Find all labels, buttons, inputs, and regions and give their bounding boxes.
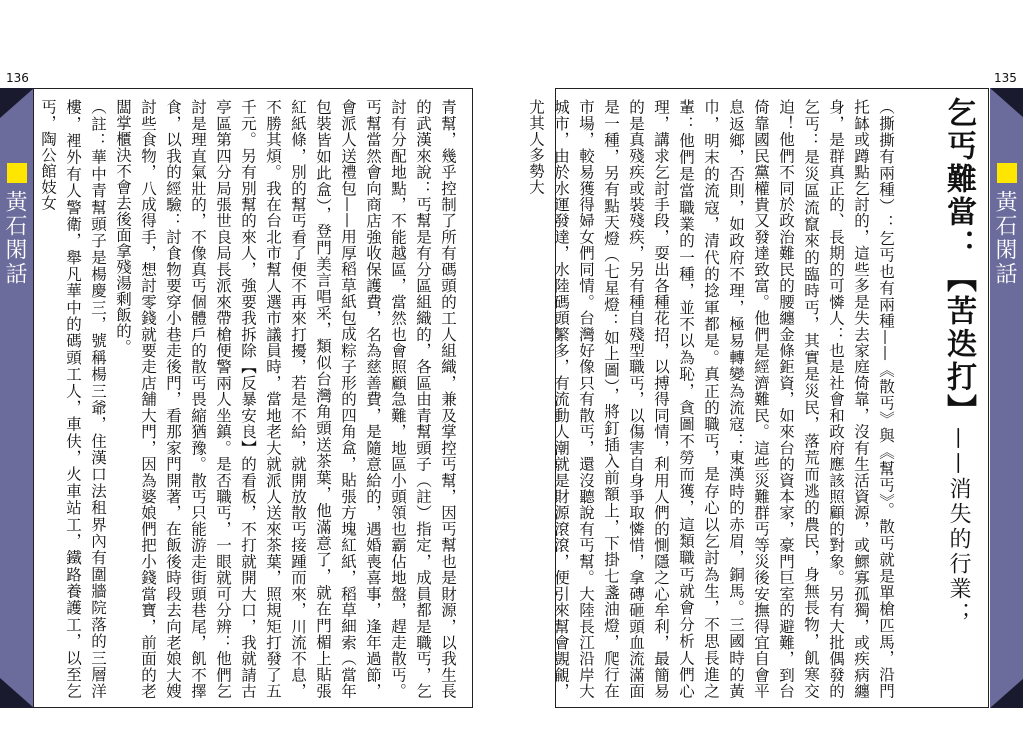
- page-number-left: 136: [6, 71, 29, 85]
- text-frame-left: [33, 88, 473, 708]
- tab-corner-top: [990, 88, 1023, 118]
- footnote: （註：華中青幫頭子是楊慶三，號稱楊三爺，住漢口法租界內有圍牆院落的三層洋樓，裡外有人警衛，舉凡華中的碼頭工人，車伕，火車站工，鐵路養護工，以至乞丐，陶公館妓女: [39, 99, 107, 699]
- body-text-left: [39, 99, 460, 699]
- paragraph: （撕撕有兩種）：乞丐也有兩種——《散丐》與《幫丐》。散丐就是單槍匹馬，沿門托缽或蹲點乞討的，這些多是失去家庭倚靠，沒有生活資源，或鰥寡孤獨，或疾病纏身，是群真正的、長期的可憐人：也是社會和政府應該照顧的對象。另有大批偶發的乞丐：是災區流竄來的臨時丐，其實是災民，落荒而逃的農民，身無長物，飢寒交迫！他們不同於政治難民的腰纏金條鉅資，如來台的資本家，豪門巨室的避難，到台倚靠國民黨權貴又發達致富。他們是經濟難民。這些災難群丐等災後安撫得宜自會平息返鄉，否則，如政府不理，極易轉變為流寇：東漢時的赤眉，銅馬。三國時的黃巾，明末的流寇，清代的捻軍都是。真正的職丐，是存心以乞討為生，不思長進之輩：他們是當職業的一種，並不以為恥，貪圖不勞而獲，這類職丐就會分析人們心理，講求乞討手段，耍出各種花招，以搏得同情，利用人們的惻隱之心牟利，最簡易的是真殘疾或裝殘疾，另有種自殘型職丐，以傷害自身爭取憐惜，拿磚砸頭血流滿面是一種，另有點天燈（七星燈：如上圖），將釘插入前額上，下掛七盞油燈，爬行在市場，較易獲得婦女們同情。台灣好像只有散丐，還沒聽說有丐幫。大陸長江沿岸大城市，由於水運發達，水陸碼頭繁多，有流動人潮就是財源滾滾，便引來幫會覬覦，尤其人多勢大: [527, 99, 895, 699]
- page-number-right: 135: [994, 71, 1017, 85]
- side-tab-right: [990, 88, 1023, 708]
- chapter-title: [908, 97, 978, 697]
- side-tab-left: [0, 88, 34, 708]
- tab-corner-top: [0, 88, 34, 118]
- text-frame-right: [527, 88, 989, 708]
- yellow-square-icon: [7, 163, 27, 183]
- tab-corner-bottom: [990, 678, 1023, 708]
- paragraph: 青幫，幾乎控制了所有碼頭的工人組織，兼及掌控丐幫，因丐幫也是財源，以我生長的武漢來說：丐幫是有分區組織的，各區由青幫頭子（註）指定，成員都是職丐，乞討有分配地點，不能越區，當然也會照顧急難，地區小頭領也霸佔地盤，趕走散丐。丐幫當然會向商店強收保護費，名為慈善費，是隨意給的，遇婚喪喜事，逢年過節，會派人送禮包——用厚稻草紙包成粽子形的四角盒，貼張方塊紅紙，稻草細索（當年包裝皆如此盒），登門美言唱采，類似台灣角頭送茶葉，他滿意了，就在門楣上貼張紅紙條，別的幫丐看了便不再來打擾，若是不給，就開放散丐接踵而來，川流不息，不勝其煩。我在台北市幫人選市議員時，當地老大就派人送來茶葉，照規矩打發了五千元。另有別幫的來人，強要我拆除【反暴安良】的看板，不打就開大口，我就請古亭區第四分局張世良局長派來帶槍便警兩人坐鎮。是否職丐，一眼就可分辨：他們乞討是理直氣壯的，不像真丐個體戶的散丐畏縮猶豫。散丐只能游走街頭巷尾，飢不擇食，以我的經驗：討食物要穿小巷走後門，看那家門開著，在飯後時段去向老娘大嫂討些食物，八成得手，想討零錢就要走店舖大門，因為婆娘們把小錢當寶，前面的老闆掌櫃決不會去後面拿殘湯剩飯的。: [114, 99, 457, 699]
- chapter-title-main: 乞丐難當：【苦迭打】: [941, 97, 976, 427]
- tab-corner-bottom: [0, 678, 34, 708]
- yellow-square-icon: [997, 163, 1017, 183]
- chapter-subtitle: ——消失的行業；: [946, 427, 971, 627]
- tab-label-left: 黃石閑話: [2, 190, 27, 286]
- tab-label-right: 黃石閑話: [992, 190, 1017, 286]
- body-text-right: [527, 99, 898, 699]
